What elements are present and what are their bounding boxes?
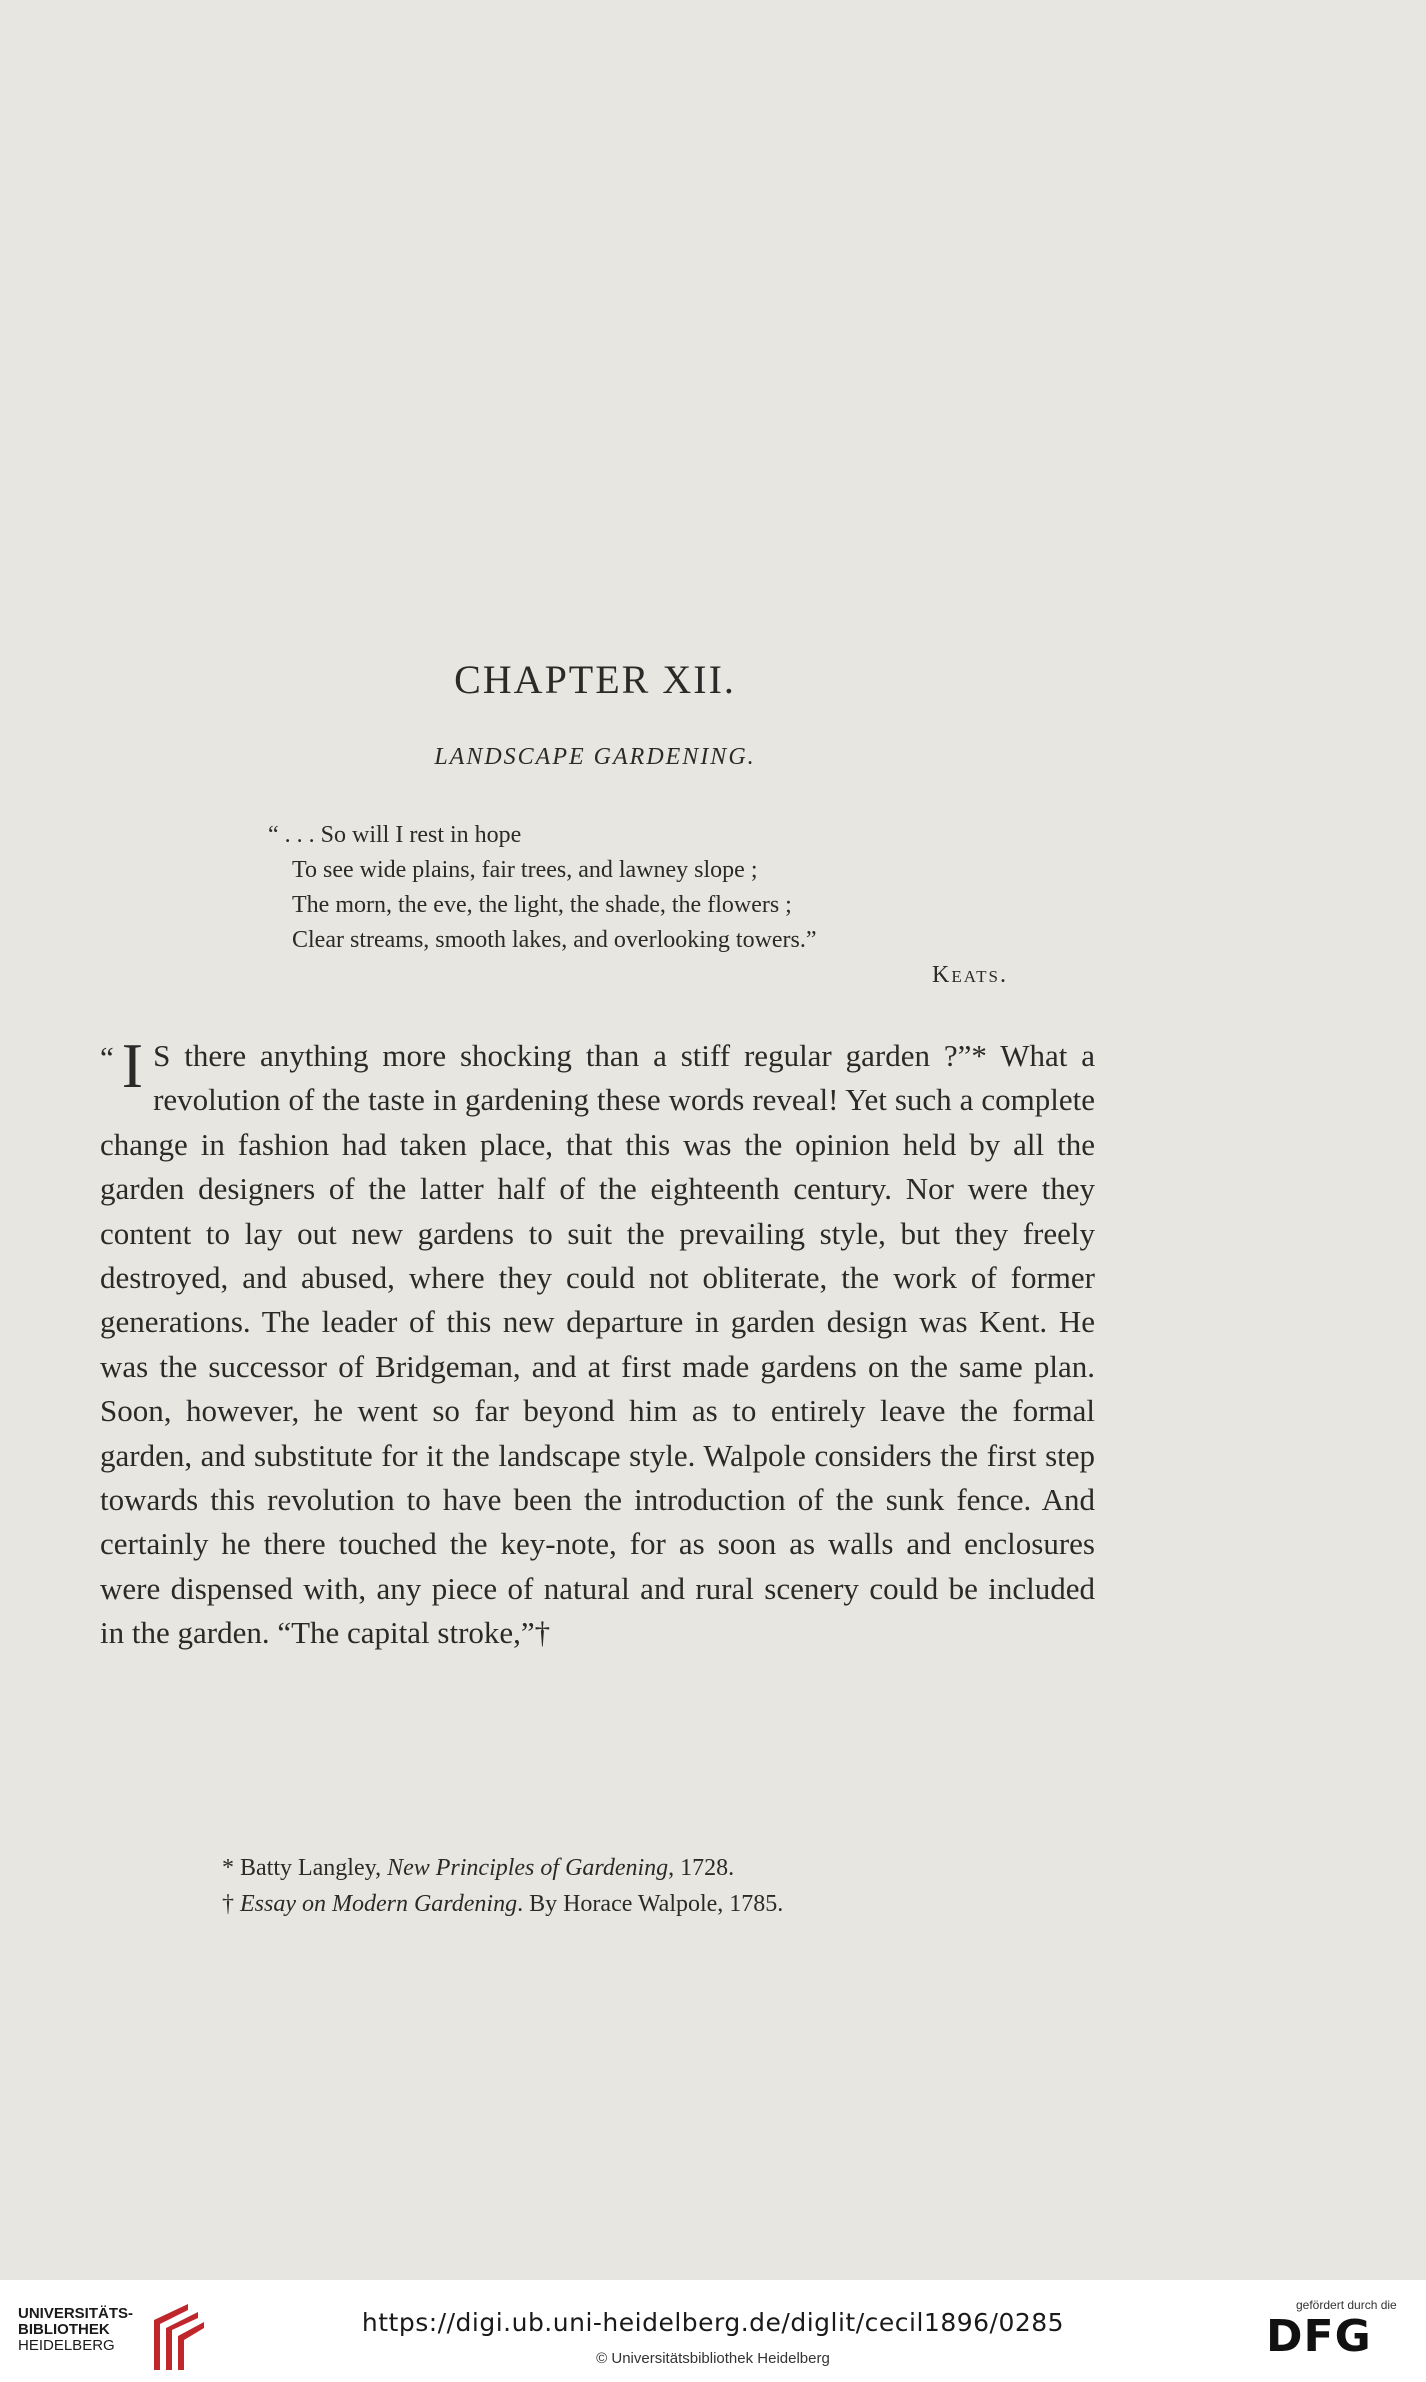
footnote-2-mark: † <box>222 1891 240 1917</box>
footnote-1-rest: , 1728. <box>668 1855 735 1881</box>
library-name-line2: BIBLIOTHEK <box>18 2321 110 2338</box>
footnotes <box>222 1850 1102 1922</box>
footnote-1-title: New Principles of Gardening <box>387 1855 669 1881</box>
epigraph-line: To see wide plains, fair trees, and lawney slope ; <box>292 857 758 883</box>
footnote-2-title: Essay on Modern Gardening <box>240 1891 518 1917</box>
body-paragraph <box>100 1030 1095 1656</box>
epigraph-line: “ . . . So will I rest in hope <box>268 822 522 848</box>
dfg-funding-note: gefördert durch die <box>1296 2298 1397 2312</box>
dfg-logo[interactable] <box>1266 2298 1406 2360</box>
body-paragraph-text: S there anything more shocking than a stiff regular garden ?”* What a revolution of the taste in gardening these words reveal! Yet such a complete change in fashion had taken place, that this was the opinion held by all the garden designers of the latter half of the eighteenth century. Nor were they content to lay out new gardens to suit the prevailing style, but they freely destroyed, and abused, where they could not obliterate, the work of former generations. The leader of this new departure in garden design was Kent. He was the successor of Bridgeman, and at first made gardens on the same plan. Soon, however, he went so far beyond him as to entirely leave the formal garden, and substitute for it the landscape style. Walpole considers the first step towards this revolution to have been the introduction of the sunk fence. And certainly he there touched the key-note, for as soon as walls and enclosures were dispensed with, any piece of natural and rural scenery could be included in the garden. “The capital stroke,”† <box>100 1038 1095 1651</box>
footnote-1-mark: * Batty Langley, <box>222 1855 388 1881</box>
library-name-line1: UNIVERSITÄTS- <box>18 2305 134 2322</box>
chapter-title: CHAPTER XII. <box>454 657 736 702</box>
epigraph <box>268 818 1008 993</box>
epigraph-attribution: Keats. <box>932 962 1008 988</box>
library-name-line3: HEIDELBERG <box>18 2337 115 2354</box>
footer-bar <box>0 2280 1426 2382</box>
drop-cap: I <box>121 1030 144 1101</box>
copyright-notice: © Universitätsbibliothek Heidelberg <box>596 2350 830 2367</box>
body-text <box>100 1030 1095 1656</box>
footnote-2-rest: . By Horace Walpole, 1785. <box>517 1891 784 1917</box>
epigraph-line: The morn, the eve, the light, the shade, the flowers ; <box>292 892 792 918</box>
footnote-1 <box>222 1850 1102 1886</box>
document-url[interactable]: https://digi.ub.uni-heidelberg.de/diglit/cecil1896/0285 <box>361 2308 1065 2337</box>
chapter-subtitle: LANDSCAPE GARDENING. <box>434 744 756 770</box>
footnote-2 <box>222 1886 1102 1922</box>
opening-quote: “ <box>100 1040 114 1075</box>
dfg-wordmark: DFG <box>1266 2311 1372 2362</box>
epigraph-line: Clear streams, smooth lakes, and overlooking towers.” <box>292 927 817 953</box>
